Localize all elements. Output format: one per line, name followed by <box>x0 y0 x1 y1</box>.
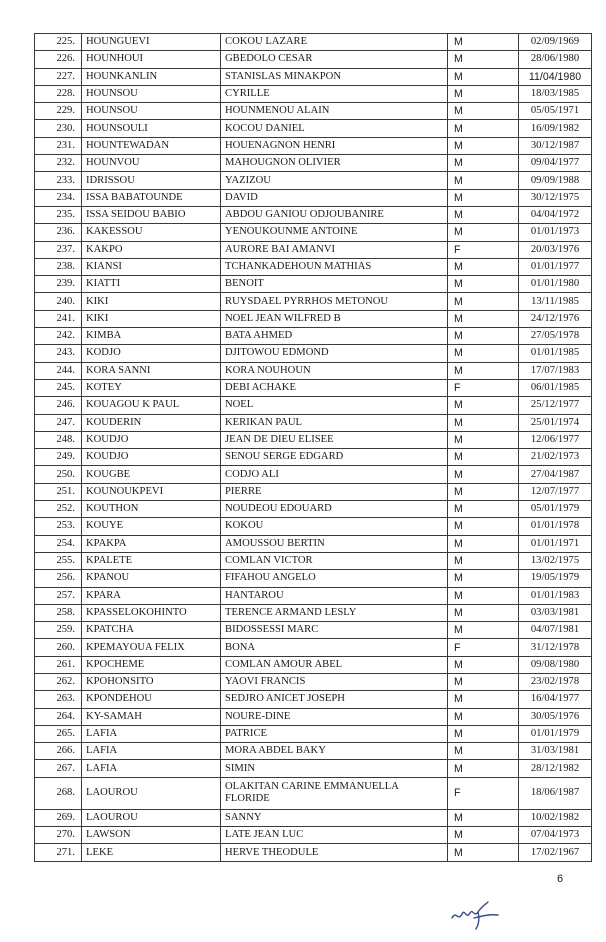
birth-date-cell: 12/06/1977 <box>519 431 592 448</box>
table-row <box>35 809 592 826</box>
table-row <box>35 691 592 708</box>
surname-cell: KAKPO <box>82 241 221 258</box>
row-number: 245. <box>35 379 82 396</box>
table-row <box>35 379 592 396</box>
table-row <box>35 34 592 51</box>
row-number: 231. <box>35 137 82 154</box>
sex-cell: M <box>448 224 519 241</box>
first-names-cell: BENOIT <box>221 276 448 293</box>
table-row <box>35 622 592 639</box>
surname-cell: KIKI <box>82 310 221 327</box>
first-names-cell: SIMIN <box>221 760 448 777</box>
surname-cell: KOUDERIN <box>82 414 221 431</box>
row-number: 242. <box>35 328 82 345</box>
sex-cell: M <box>448 466 519 483</box>
surname-cell: KIANSI <box>82 258 221 275</box>
row-number: 241. <box>35 310 82 327</box>
surname-cell: ISSA SEIDOU BABIO <box>82 206 221 223</box>
first-names-cell: TERENCE ARMAND LESLY <box>221 604 448 621</box>
row-number: 250. <box>35 466 82 483</box>
birth-date-cell: 19/05/1979 <box>519 570 592 587</box>
sex-cell: M <box>448 827 519 844</box>
first-names-cell: KOKOU <box>221 518 448 535</box>
sex-cell: M <box>448 85 519 102</box>
table-row <box>35 604 592 621</box>
surname-cell: KPOHONSITO <box>82 673 221 690</box>
sex-cell: M <box>448 431 519 448</box>
row-number: 246. <box>35 397 82 414</box>
sex-cell: M <box>448 120 519 137</box>
first-names-cell: DJITOWOU EDMOND <box>221 345 448 362</box>
birth-date-cell: 27/05/1978 <box>519 328 592 345</box>
table-row <box>35 362 592 379</box>
row-number: 252. <box>35 501 82 518</box>
row-number: 254. <box>35 535 82 552</box>
first-names-cell: COKOU LAZARE <box>221 34 448 51</box>
table-row <box>35 743 592 760</box>
row-number: 260. <box>35 639 82 656</box>
candidate-table <box>34 33 592 862</box>
birth-date-cell: 06/01/1985 <box>519 379 592 396</box>
surname-cell: HOUNVOU <box>82 155 221 172</box>
sex-cell: F <box>448 777 519 809</box>
first-names-cell: YAOVI FRANCIS <box>221 673 448 690</box>
row-number: 258. <box>35 604 82 621</box>
first-names-cell: TCHANKADEHOUN MATHIAS <box>221 258 448 275</box>
table-row <box>35 844 592 861</box>
table-row <box>35 827 592 844</box>
first-names-cell: FIFAHOU ANGELO <box>221 570 448 587</box>
row-number: 238. <box>35 258 82 275</box>
surname-cell: ISSA BABATOUNDE <box>82 189 221 206</box>
table-body <box>35 34 592 862</box>
row-number: 235. <box>35 206 82 223</box>
table-row <box>35 345 592 362</box>
sex-cell: M <box>448 172 519 189</box>
table-row <box>35 206 592 223</box>
first-names-cell: GBEDOLO CESAR <box>221 51 448 68</box>
row-number: 266. <box>35 743 82 760</box>
surname-cell: KIKI <box>82 293 221 310</box>
sex-cell: M <box>448 397 519 414</box>
surname-cell: KODJO <box>82 345 221 362</box>
sex-cell: M <box>448 258 519 275</box>
surname-cell: KPOCHEME <box>82 656 221 673</box>
birth-date-cell: 18/03/1985 <box>519 85 592 102</box>
birth-date-cell: 16/09/1982 <box>519 120 592 137</box>
row-number: 271. <box>35 844 82 861</box>
sex-cell: M <box>448 345 519 362</box>
birth-date-cell: 28/06/1980 <box>519 51 592 68</box>
first-names-cell: HOUNMENOU ALAIN <box>221 103 448 120</box>
row-number: 263. <box>35 691 82 708</box>
birth-date-cell: 30/12/1975 <box>519 189 592 206</box>
sex-cell: M <box>448 587 519 604</box>
first-names-cell: NOURE-DINE <box>221 708 448 725</box>
first-names-cell: NOEL <box>221 397 448 414</box>
surname-cell: KPALETE <box>82 552 221 569</box>
row-number: 262. <box>35 673 82 690</box>
row-number: 249. <box>35 449 82 466</box>
birth-date-cell: 01/01/1977 <box>519 258 592 275</box>
row-number: 247. <box>35 414 82 431</box>
sex-cell: M <box>448 68 519 85</box>
surname-cell: KPANOU <box>82 570 221 587</box>
birth-date-cell: 01/01/1971 <box>519 535 592 552</box>
birth-date-cell: 17/02/1967 <box>519 844 592 861</box>
row-number: 227. <box>35 68 82 85</box>
sex-cell: M <box>448 189 519 206</box>
table-row <box>35 725 592 742</box>
birth-date-cell: 07/04/1973 <box>519 827 592 844</box>
sex-cell: M <box>448 34 519 51</box>
surname-cell: KOTEY <box>82 379 221 396</box>
table-row <box>35 241 592 258</box>
surname-cell: LAFIA <box>82 760 221 777</box>
sex-cell: M <box>448 362 519 379</box>
row-number: 253. <box>35 518 82 535</box>
first-names-cell: YENOUKOUNME ANTOINE <box>221 224 448 241</box>
sex-cell: M <box>448 276 519 293</box>
surname-cell: LAWSON <box>82 827 221 844</box>
first-names-cell: CODJO ALI <box>221 466 448 483</box>
surname-cell: KOUAGOU K PAUL <box>82 397 221 414</box>
surname-cell: HOUNKANLIN <box>82 68 221 85</box>
row-number: 256. <box>35 570 82 587</box>
first-names-cell: NOEL JEAN WILFRED B <box>221 310 448 327</box>
row-number: 234. <box>35 189 82 206</box>
candidate-list-page <box>34 33 592 862</box>
sex-cell: M <box>448 206 519 223</box>
first-names-cell: KERIKAN PAUL <box>221 414 448 431</box>
first-names-cell: COMLAN AMOUR ABEL <box>221 656 448 673</box>
birth-date-cell: 18/06/1987 <box>519 777 592 809</box>
table-row <box>35 431 592 448</box>
page-number: 6 <box>557 873 564 885</box>
surname-cell: HOUNGUEVI <box>82 34 221 51</box>
surname-cell: LAFIA <box>82 743 221 760</box>
birth-date-cell: 10/02/1982 <box>519 809 592 826</box>
first-names-cell: KORA NOUHOUN <box>221 362 448 379</box>
table-row <box>35 224 592 241</box>
birth-date-cell: 16/04/1977 <box>519 691 592 708</box>
surname-cell: KY-SAMAH <box>82 708 221 725</box>
birth-date-cell: 17/07/1983 <box>519 362 592 379</box>
table-row <box>35 189 592 206</box>
birth-date-cell: 05/05/1971 <box>519 103 592 120</box>
birth-date-cell: 13/11/1985 <box>519 293 592 310</box>
table-row <box>35 85 592 102</box>
birth-date-cell: 09/09/1988 <box>519 172 592 189</box>
surname-cell: LAOUROU <box>82 809 221 826</box>
row-number: 269. <box>35 809 82 826</box>
surname-cell: HOUNHOUI <box>82 51 221 68</box>
row-number: 244. <box>35 362 82 379</box>
sex-cell: M <box>448 725 519 742</box>
surname-cell: IDRISSOU <box>82 172 221 189</box>
first-names-cell: AURORE BAI AMANVI <box>221 241 448 258</box>
birth-date-cell: 12/07/1977 <box>519 483 592 500</box>
sex-cell: M <box>448 414 519 431</box>
table-row <box>35 570 592 587</box>
table-row <box>35 483 592 500</box>
row-number: 268. <box>35 777 82 809</box>
table-row <box>35 397 592 414</box>
sex-cell: M <box>448 293 519 310</box>
birth-date-cell: 25/01/1974 <box>519 414 592 431</box>
sex-cell: M <box>448 518 519 535</box>
surname-cell: HOUNSOULI <box>82 120 221 137</box>
surname-cell: KOUYE <box>82 518 221 535</box>
sex-cell: M <box>448 743 519 760</box>
row-number: 237. <box>35 241 82 258</box>
first-names-cell: BATA AHMED <box>221 328 448 345</box>
sex-cell: M <box>448 328 519 345</box>
surname-cell: KIMBA <box>82 328 221 345</box>
table-row <box>35 328 592 345</box>
birth-date-cell: 25/12/1977 <box>519 397 592 414</box>
table-row <box>35 258 592 275</box>
first-names-cell: SEDJRO ANICET JOSEPH <box>221 691 448 708</box>
surname-cell: KPONDEHOU <box>82 691 221 708</box>
first-names-cell: KOCOU DANIEL <box>221 120 448 137</box>
sex-cell: F <box>448 639 519 656</box>
surname-cell: KOUDJO <box>82 431 221 448</box>
birth-date-cell: 31/12/1978 <box>519 639 592 656</box>
surname-cell: KPARA <box>82 587 221 604</box>
table-row <box>35 639 592 656</box>
row-number: 265. <box>35 725 82 742</box>
sex-cell: M <box>448 449 519 466</box>
birth-date-cell: 30/12/1987 <box>519 137 592 154</box>
row-number: 230. <box>35 120 82 137</box>
surname-cell: KAKESSOU <box>82 224 221 241</box>
sex-cell: M <box>448 501 519 518</box>
birth-date-cell: 04/07/1981 <box>519 622 592 639</box>
first-names-cell: SANNY <box>221 809 448 826</box>
table-row <box>35 587 592 604</box>
table-row <box>35 760 592 777</box>
sex-cell: M <box>448 760 519 777</box>
row-number: 251. <box>35 483 82 500</box>
birth-date-cell: 23/02/1978 <box>519 673 592 690</box>
sex-cell: M <box>448 535 519 552</box>
row-number: 257. <box>35 587 82 604</box>
surname-cell: KPATCHA <box>82 622 221 639</box>
birth-date-cell: 03/03/1981 <box>519 604 592 621</box>
surname-cell: LAOUROU <box>82 777 221 809</box>
first-names-cell: COMLAN VICTOR <box>221 552 448 569</box>
surname-cell: KORA SANNI <box>82 362 221 379</box>
birth-date-cell: 09/04/1977 <box>519 155 592 172</box>
table-row <box>35 414 592 431</box>
birth-date-cell: 01/01/1985 <box>519 345 592 362</box>
sex-cell: F <box>448 241 519 258</box>
row-number: 232. <box>35 155 82 172</box>
table-row <box>35 673 592 690</box>
first-names-cell: LATE JEAN LUC <box>221 827 448 844</box>
row-number: 236. <box>35 224 82 241</box>
sex-cell: M <box>448 673 519 690</box>
birth-date-cell: 30/05/1976 <box>519 708 592 725</box>
surname-cell: HOUNTEWADAN <box>82 137 221 154</box>
table-row <box>35 535 592 552</box>
surname-cell: KPASSELOKOHINTO <box>82 604 221 621</box>
row-number: 261. <box>35 656 82 673</box>
birth-date-cell: 01/01/1983 <box>519 587 592 604</box>
birth-date-cell: 04/04/1972 <box>519 206 592 223</box>
table-row <box>35 68 592 85</box>
first-names-cell: PIERRE <box>221 483 448 500</box>
birth-date-cell: 11/04/1980 <box>519 68 592 85</box>
birth-date-cell: 20/03/1976 <box>519 241 592 258</box>
table-row <box>35 310 592 327</box>
row-number: 255. <box>35 552 82 569</box>
table-row <box>35 120 592 137</box>
surname-cell: KPEMAYOUA FELIX <box>82 639 221 656</box>
surname-cell: KPAKPA <box>82 535 221 552</box>
sex-cell: M <box>448 570 519 587</box>
first-names-cell: BIDOSSESSI MARC <box>221 622 448 639</box>
table-row <box>35 777 592 809</box>
first-names-cell: BONA <box>221 639 448 656</box>
first-names-cell: HANTAROU <box>221 587 448 604</box>
row-number: 264. <box>35 708 82 725</box>
surname-cell: KOUTHON <box>82 501 221 518</box>
row-number: 228. <box>35 85 82 102</box>
table-row <box>35 656 592 673</box>
first-names-cell: AMOUSSOU BERTIN <box>221 535 448 552</box>
first-names-cell: STANISLAS MINAKPON <box>221 68 448 85</box>
table-row <box>35 501 592 518</box>
table-row <box>35 103 592 120</box>
sex-cell: M <box>448 137 519 154</box>
table-row <box>35 172 592 189</box>
first-names-cell: DAVID <box>221 189 448 206</box>
sex-cell: M <box>448 310 519 327</box>
table-row <box>35 708 592 725</box>
first-names-cell: MORA ABDEL BAKY <box>221 743 448 760</box>
table-row <box>35 155 592 172</box>
sex-cell: M <box>448 708 519 725</box>
row-number: 226. <box>35 51 82 68</box>
first-names-cell: NOUDEOU EDOUARD <box>221 501 448 518</box>
birth-date-cell: 01/01/1979 <box>519 725 592 742</box>
first-names-cell: YAZIZOU <box>221 172 448 189</box>
birth-date-cell: 01/01/1973 <box>519 224 592 241</box>
sex-cell: M <box>448 155 519 172</box>
row-number: 233. <box>35 172 82 189</box>
birth-date-cell: 24/12/1976 <box>519 310 592 327</box>
row-number: 239. <box>35 276 82 293</box>
first-names-cell: PATRICE <box>221 725 448 742</box>
row-number: 270. <box>35 827 82 844</box>
first-names-cell: SENOU SERGE EDGARD <box>221 449 448 466</box>
sex-cell: M <box>448 552 519 569</box>
first-names-cell: HOUENAGNON HENRI <box>221 137 448 154</box>
surname-cell: KOUNOUKPEVI <box>82 483 221 500</box>
first-names-cell: MAHOUGNON OLIVIER <box>221 155 448 172</box>
sex-cell: M <box>448 844 519 861</box>
surname-cell: HOUNSOU <box>82 85 221 102</box>
surname-cell: KOUDJO <box>82 449 221 466</box>
sex-cell: M <box>448 622 519 639</box>
birth-date-cell: 21/02/1973 <box>519 449 592 466</box>
birth-date-cell: 02/09/1969 <box>519 34 592 51</box>
sex-cell: M <box>448 483 519 500</box>
surname-cell: KOUGBE <box>82 466 221 483</box>
table-row <box>35 276 592 293</box>
surname-cell: HOUNSOU <box>82 103 221 120</box>
first-names-cell: HERVE THEODULE <box>221 844 448 861</box>
first-names-cell: OLAKITAN CARINE EMMANUELLA FLORIDE <box>221 777 448 809</box>
first-names-cell: DEBI ACHAKE <box>221 379 448 396</box>
row-number: 240. <box>35 293 82 310</box>
sex-cell: M <box>448 691 519 708</box>
sex-cell: M <box>448 51 519 68</box>
table-row <box>35 51 592 68</box>
sex-cell: M <box>448 103 519 120</box>
birth-date-cell: 05/01/1979 <box>519 501 592 518</box>
table-row <box>35 137 592 154</box>
first-names-cell: RUYSDAEL PYRRHOS METONOU <box>221 293 448 310</box>
surname-cell: KIATTI <box>82 276 221 293</box>
row-number: 248. <box>35 431 82 448</box>
birth-date-cell: 09/08/1980 <box>519 656 592 673</box>
birth-date-cell: 28/12/1982 <box>519 760 592 777</box>
first-names-cell: ABDOU GANIOU ODJOUBANIRE <box>221 206 448 223</box>
table-row <box>35 552 592 569</box>
birth-date-cell: 01/01/1978 <box>519 518 592 535</box>
sex-cell: M <box>448 809 519 826</box>
birth-date-cell: 27/04/1987 <box>519 466 592 483</box>
birth-date-cell: 01/01/1980 <box>519 276 592 293</box>
row-number: 243. <box>35 345 82 362</box>
table-row <box>35 449 592 466</box>
first-names-cell: CYRILLE <box>221 85 448 102</box>
row-number: 267. <box>35 760 82 777</box>
first-names-cell: JEAN DE DIEU ELISEE <box>221 431 448 448</box>
table-row <box>35 518 592 535</box>
sex-cell: M <box>448 656 519 673</box>
table-row <box>35 293 592 310</box>
row-number: 229. <box>35 103 82 120</box>
row-number: 225. <box>35 34 82 51</box>
birth-date-cell: 31/03/1981 <box>519 743 592 760</box>
surname-cell: LAFIA <box>82 725 221 742</box>
table-row <box>35 466 592 483</box>
sex-cell: F <box>448 379 519 396</box>
birth-date-cell: 13/02/1975 <box>519 552 592 569</box>
row-number: 259. <box>35 622 82 639</box>
surname-cell: LEKE <box>82 844 221 861</box>
handwritten-initials-icon <box>448 896 508 932</box>
sex-cell: M <box>448 604 519 621</box>
